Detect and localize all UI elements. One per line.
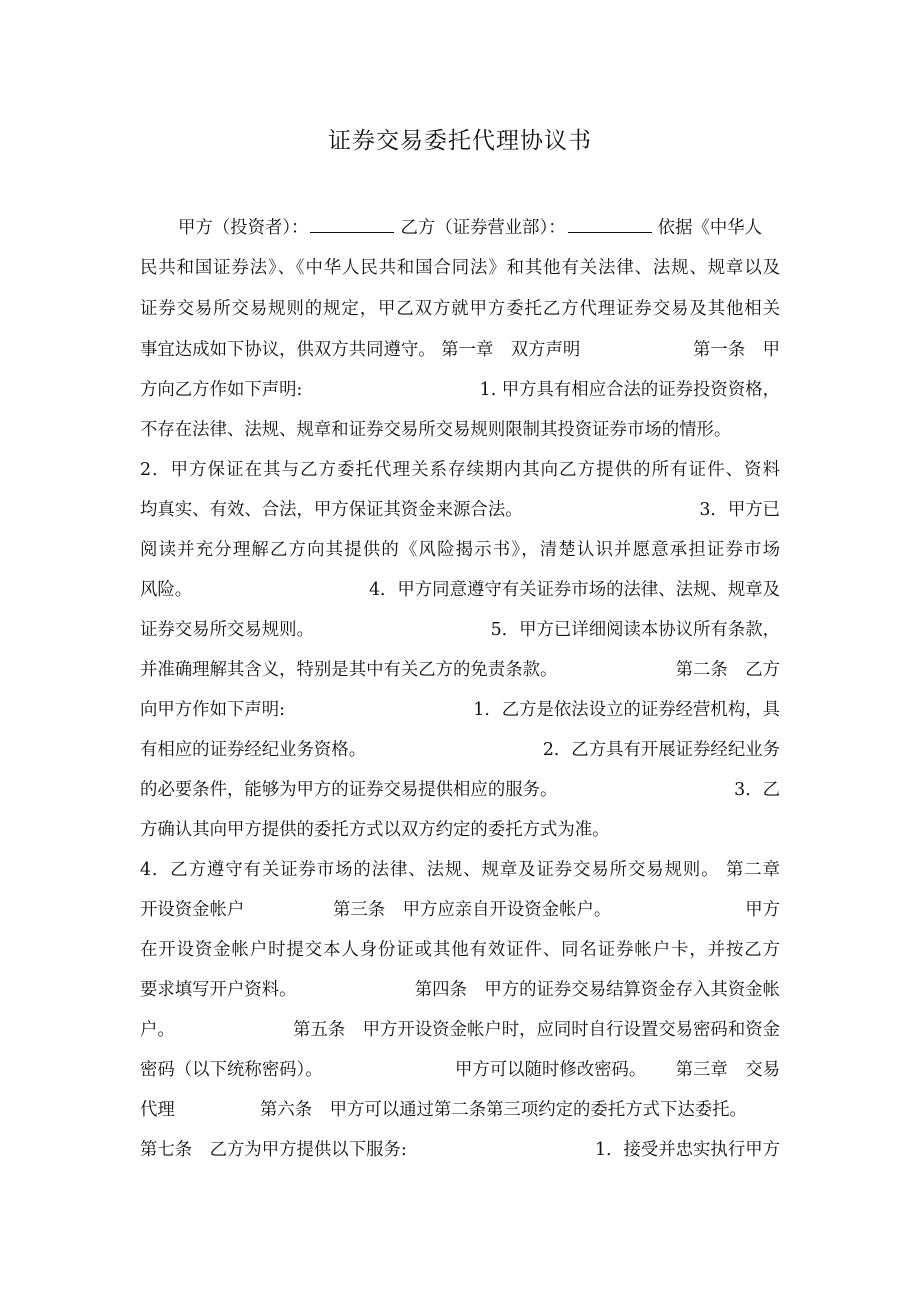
paragraph-line <box>140 975 780 1005</box>
text-segment: 5．甲方已详细阅读本协议所有条款， <box>490 620 780 640</box>
text-segment: 第一条 甲 <box>693 340 780 360</box>
text-segment: 2．甲方保证在其与乙方委托代理关系存续期内其向乙方提供的所有证件、资料 <box>140 460 780 480</box>
paragraph-line <box>140 294 780 324</box>
paragraph-line <box>140 1095 780 1125</box>
text-segment: 密码（以下统称密码）。 <box>140 1060 323 1080</box>
text-segment: 开设资金帐户 <box>140 900 245 920</box>
paragraph-line <box>140 735 780 765</box>
text-segment: 乙方（证券营业部）： <box>400 218 566 238</box>
text-segment: 甲方 <box>745 900 780 920</box>
paragraph-line <box>140 535 780 565</box>
text-segment: 民共和国证券法》、《中华人民共和国合同法》和其他有关法律、法规、规章以及 <box>140 258 780 278</box>
blank-field-party-a <box>310 214 394 233</box>
paragraph-line <box>140 335 780 365</box>
text-segment: 第二条 乙方 <box>675 660 780 680</box>
paragraph-line <box>140 375 780 405</box>
text-segment: 第三章 交易 <box>675 1060 780 1080</box>
text-segment: 阅读并充分理解乙方向其提供的《风险揭示书》，清楚认识并愿意承担证券市场 <box>140 540 780 560</box>
paragraph-line <box>140 415 780 445</box>
text-segment: 4．甲方同意遵守有关证券市场的法律、法规、规章及 <box>368 580 780 600</box>
text-segment: 第五条 甲方开设资金帐户时，应同时自行设置交易密码和资金 <box>293 1020 780 1040</box>
paragraph-line <box>140 1135 780 1165</box>
paragraph-line <box>140 695 780 725</box>
text-segment: 第六条 甲方可以通过第二条第三项约定的委托方式下达委托。 <box>260 1100 747 1120</box>
text-segment: 代理 <box>140 1100 175 1120</box>
text-segment: 均真实、有效、合法，甲方保证其资金来源合法。 <box>140 500 523 520</box>
paragraph-line <box>140 253 780 283</box>
text-segment: 事宜达成如下协议，供双方共同遵守。 第一章 双方声明 <box>140 340 581 360</box>
text-segment: 依据《中华人 <box>657 218 763 238</box>
text-segment: 要求填写开户资料。 <box>140 980 297 1000</box>
paragraph-line <box>140 855 780 885</box>
text-segment: 向甲方作如下声明: <box>140 700 285 720</box>
paragraph-line <box>140 775 780 805</box>
paragraph-line <box>140 1015 780 1045</box>
text-segment: 1．接受并忠实执行甲方 <box>595 1140 780 1160</box>
text-segment: 证券交易所交易规则。 <box>140 620 314 640</box>
text-segment: 有相应的证券经纪业务资格。 <box>140 740 367 760</box>
blank-field-party-b <box>568 214 652 233</box>
paragraph-line <box>140 895 780 925</box>
paragraph-line <box>140 1055 780 1085</box>
text-segment: 并准确理解其含义，特别是其中有关乙方的免责条款。 <box>140 660 558 680</box>
text-segment: 的必要条件，能够为甲方的证券交易提供相应的服务。 <box>140 780 558 800</box>
text-segment: 2．乙方具有开展证券经纪业务 <box>542 740 780 760</box>
paragraph-line <box>140 495 780 525</box>
text-segment: 3．甲方已 <box>699 500 780 520</box>
paragraph-line <box>178 213 780 243</box>
text-segment: 甲方可以随时修改密码。 <box>455 1060 647 1080</box>
text-segment: 3．乙 <box>734 780 780 800</box>
text-segment: 1. 甲方具有相应合法的证券投资资格， <box>479 380 780 400</box>
document-title: 证券交易委托代理协议书 <box>328 128 592 154</box>
text-segment: 第四条 甲方的证券交易结算资金存入其资金帐 <box>414 980 780 1000</box>
text-segment: 方向乙方作如下声明: <box>140 380 303 400</box>
text-segment: 在开设资金帐户时提交本人身份证或其他有效证件、同名证券帐户卡，并按乙方 <box>140 940 780 960</box>
text-segment: 1．乙方是依法设立的证券经营机构，具 <box>473 700 780 720</box>
paragraph-line <box>140 655 780 685</box>
paragraph-line <box>140 935 780 965</box>
paragraph-line <box>140 615 780 645</box>
text-segment: 第三条 甲方应亲自开设资金帐户。 <box>333 900 612 920</box>
paragraph-line <box>140 455 780 485</box>
paragraph-line <box>140 575 780 605</box>
text-segment: 方确认其向甲方提供的委托方式以双方约定的委托方式为准。 <box>140 820 610 840</box>
text-segment: 第七条 乙方为甲方提供以下服务: <box>140 1140 407 1160</box>
text-segment: 甲方（投资者）： <box>178 218 309 238</box>
text-segment: 户。 <box>140 1020 175 1040</box>
text-segment: 4．乙方遵守有关证券市场的法律、法规、规章及证券交易所交易规则。 第二章 <box>140 860 780 880</box>
paragraph-line <box>140 815 780 845</box>
text-segment: 证券交易所交易规则的规定，甲乙双方就甲方委托乙方代理证券交易及其他相关 <box>140 299 780 319</box>
text-segment: 不存在法律、法规、规章和证券交易所交易规则限制其投资证券市场的情形。 <box>140 420 732 440</box>
text-segment: 风险。 <box>140 580 193 600</box>
